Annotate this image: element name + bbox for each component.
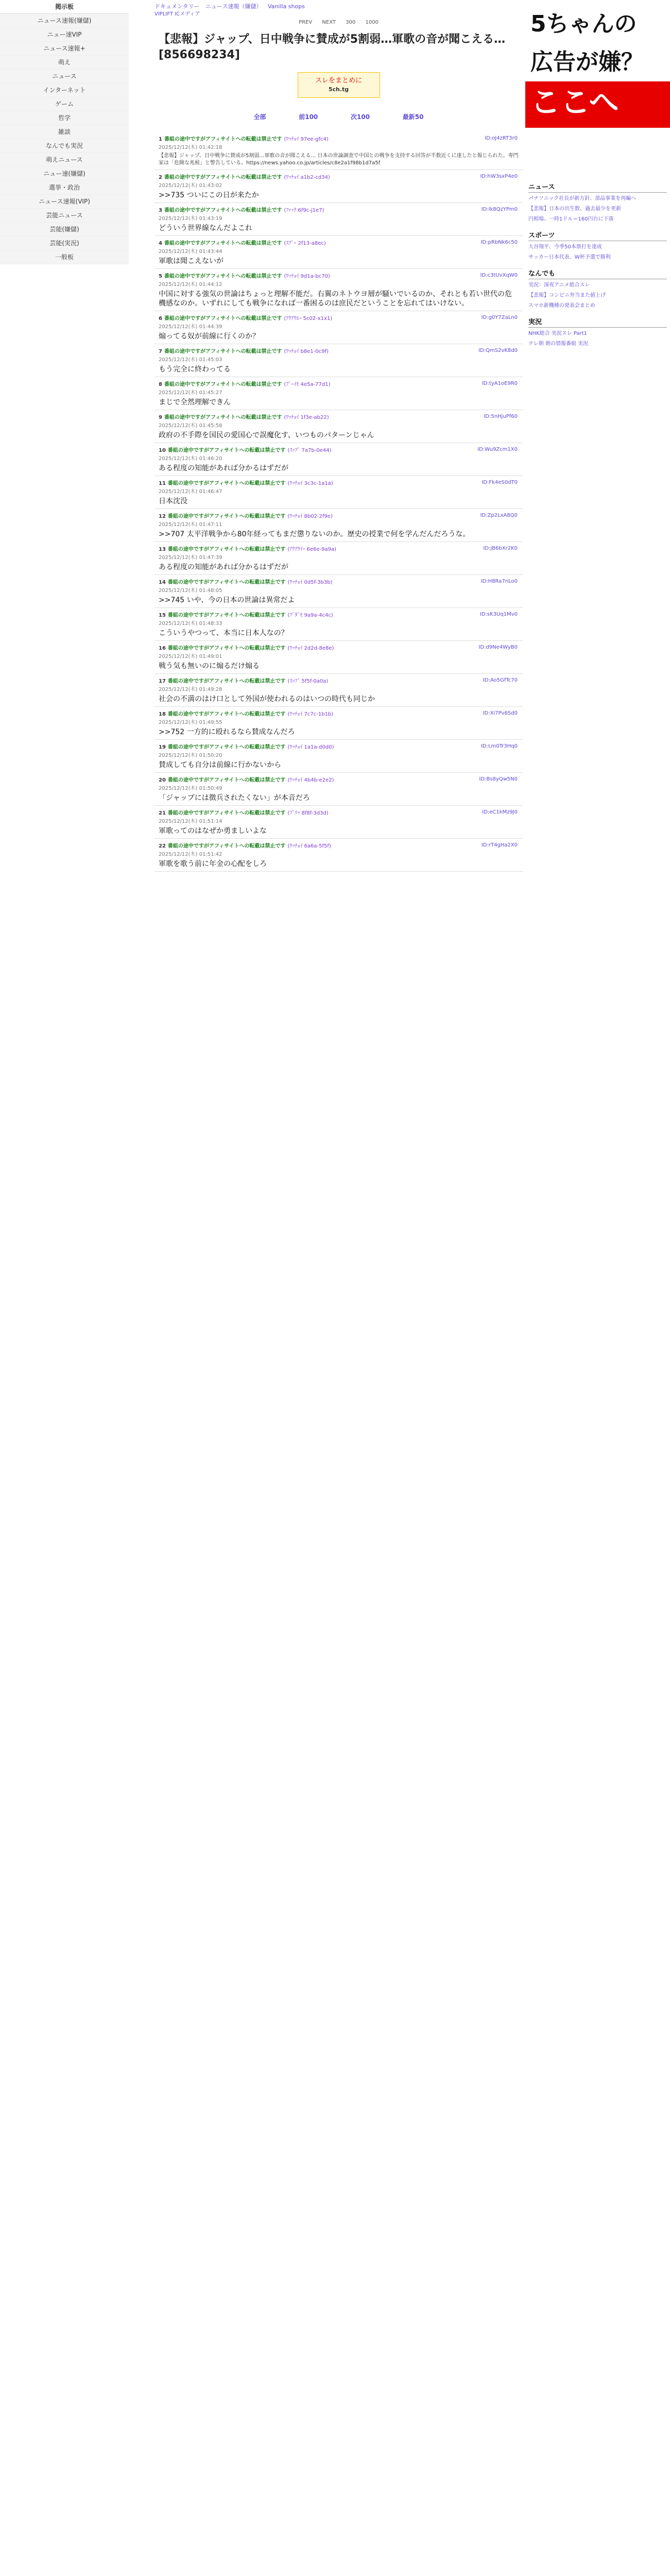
post-meta bbox=[480, 272, 518, 279]
post-date: 2025/12/12(木) 01:45:58 bbox=[159, 423, 222, 429]
sidebar-item[interactable]: 芸能ニュース bbox=[0, 209, 129, 223]
post-body: ある程度の知能があれば分かるはずだが bbox=[159, 563, 288, 571]
post-id[interactable]: ID:Ao5GfTc70 bbox=[483, 677, 518, 683]
post-header bbox=[159, 413, 519, 420]
thread-title: 【悲報】ジャップ、日中戦争に賛成が5割弱…軍歌の音が聞こえる…[856698234] bbox=[159, 33, 506, 61]
post-body: もう完全に終わってる bbox=[159, 365, 231, 374]
post-item bbox=[154, 476, 523, 509]
sidebar-item[interactable]: 哲学 bbox=[0, 111, 129, 125]
post-meta bbox=[478, 347, 518, 354]
post-date: 2025/12/12(木) 01:50:20 bbox=[159, 753, 222, 758]
post-item bbox=[154, 509, 523, 542]
right-section-heading: 実況 bbox=[528, 315, 667, 328]
sidebar-item[interactable]: 萌え bbox=[0, 56, 129, 70]
sidebar-item[interactable]: 芸能(実況) bbox=[0, 236, 129, 250]
sidebar-list bbox=[0, 14, 129, 264]
post-id[interactable]: ID:Bs8yQw5N0 bbox=[479, 776, 518, 782]
post-header bbox=[159, 578, 519, 585]
sidebar-item[interactable]: ニュース速報(VIP) bbox=[0, 195, 129, 209]
post-item bbox=[154, 707, 523, 740]
post-number[interactable]: 18 bbox=[159, 711, 166, 717]
post-number[interactable]: 7 bbox=[159, 349, 162, 354]
post-item bbox=[154, 608, 523, 641]
post-meta bbox=[484, 413, 518, 420]
post-item bbox=[154, 236, 523, 269]
right-section-link[interactable]: スマホ新機種の発表会まとめ bbox=[528, 303, 595, 309]
count-value: 300 bbox=[346, 20, 356, 25]
sidebar-item[interactable]: 選挙・政治 bbox=[0, 181, 129, 195]
post-body: 政府の不手際を国民の愛国心で誤魔化す、いつものパターンじゃん bbox=[159, 431, 374, 439]
post-body: >>735 ついにこの日が来たか bbox=[159, 191, 259, 199]
right-section-heading: スポーツ bbox=[528, 229, 667, 241]
post-date: 2025/12/12(木) 01:48:33 bbox=[159, 621, 222, 626]
post-uid[interactable]: (ﾜｯﾁｮｲ b8e1-0c9f) bbox=[284, 349, 329, 354]
post-item bbox=[154, 203, 523, 236]
right-section-link[interactable]: 【悲報】コンビニ弁当また値上げ bbox=[528, 293, 606, 298]
post-header bbox=[159, 643, 519, 651]
post-uid[interactable]: (ﾌﾞｰｲﾓ 4e5a-77d1) bbox=[284, 382, 331, 387]
post-body: 軍歌を歌う前に年金の心配をしろ bbox=[159, 860, 267, 868]
tab-latest50[interactable]: 最新50 bbox=[402, 113, 424, 121]
right-column bbox=[525, 0, 670, 2576]
post-author: 番組の途中ですがアフィサイトへの転載は禁止です bbox=[167, 646, 286, 651]
post-author: 番組の途中ですがアフィサイトへの転載は禁止です bbox=[164, 415, 282, 420]
post-number[interactable]: 2 bbox=[159, 175, 162, 180]
tab-prev100[interactable]: 前100 bbox=[299, 113, 318, 121]
post-id[interactable]: ID:5nHjuPf60 bbox=[484, 414, 518, 419]
post-id[interactable]: ID:Lm0Tr3Hq0 bbox=[480, 743, 518, 749]
thread-counter bbox=[154, 20, 523, 27]
post-author: 番組の途中ですがアフィサイトへの転載は禁止です bbox=[167, 514, 286, 519]
post-author: 番組の途中ですがアフィサイトへの転載は禁止です bbox=[164, 349, 282, 354]
post-number[interactable]: 16 bbox=[159, 646, 166, 651]
post-header bbox=[159, 173, 519, 180]
right-section-link[interactable]: テレ朝 朝の情報番組 実況 bbox=[528, 341, 589, 347]
post-date: 2025/12/12(木) 01:42:18 bbox=[159, 145, 222, 150]
post-id[interactable]: ID:Wu9Zcm1X0 bbox=[477, 447, 518, 452]
count-max: 1000 bbox=[365, 20, 379, 25]
post-meta bbox=[480, 239, 518, 246]
right-section-link[interactable]: NHK総合 実況スレ Part1 bbox=[528, 331, 588, 336]
post-author: 番組の途中ですがアフィサイトへの転載は禁止です bbox=[167, 481, 286, 486]
post-header bbox=[159, 206, 519, 213]
post-author: 番組の途中ですがアフィサイトへの転載は禁止です bbox=[164, 208, 282, 213]
post-header bbox=[159, 134, 519, 142]
post-date: 2025/12/12(木) 01:43:02 bbox=[159, 183, 222, 189]
post-author: 番組の途中ですがアフィサイトへの転載は禁止です bbox=[167, 613, 286, 618]
post-header bbox=[159, 611, 519, 618]
post-item bbox=[154, 674, 523, 707]
post-number[interactable]: 13 bbox=[159, 547, 166, 552]
post-body: 軍歌ってのはなぜか勇ましいよな bbox=[159, 827, 267, 835]
post-uid[interactable]: (ﾜｯﾁｮｲ 1a1a-d0d0) bbox=[287, 744, 334, 750]
post-author: 番組の途中ですがアフィサイトへの転載は禁止です bbox=[164, 175, 282, 180]
post-date: 2025/12/12(木) 01:51:14 bbox=[159, 819, 222, 824]
post-author: 番組の途中ですがアフィサイトへの転載は禁止です bbox=[167, 679, 286, 684]
post-header bbox=[159, 742, 519, 750]
post-id[interactable]: ID:Fk4eS0dT0 bbox=[482, 480, 518, 485]
right-section-link[interactable]: 円相場、一時1ドル＝160円台に下落 bbox=[528, 216, 614, 222]
post-body: 【悲報】ジャップ、日中戦争に賛成が5割弱…軍歌の音が聞こえる… 日本の世論調査で中国との戦争を支持する回答が半数近くに達したと報じられた。専門家は「危険な兆候」と警告している。https://news.yahoo.co.jp/articles/c8e2a1f98b1d7a5f bbox=[159, 153, 519, 166]
post-uid[interactable]: (ﾜｯﾁｮｲ a1b2-cd34) bbox=[284, 175, 330, 180]
sub-nav[interactable]: VIPLIFT ICメディア bbox=[154, 11, 200, 17]
post-uid[interactable]: (ﾜｯﾁｮｲ 2d2d-8e8e) bbox=[287, 646, 334, 651]
post-body: 「ジャップには徴兵されたくない」が本音だろ bbox=[159, 794, 310, 802]
post-body: 日本沈没 bbox=[159, 497, 187, 505]
post-id[interactable]: ID:g0Y7ZaLn0 bbox=[481, 315, 518, 320]
banner-line1: スレをまとめに bbox=[315, 77, 362, 84]
post-item bbox=[154, 740, 523, 773]
right-section-link[interactable]: パナソニック社長が新方針、部品事業を再編へ bbox=[528, 196, 637, 201]
post-number[interactable]: 10 bbox=[159, 448, 166, 453]
post-uid[interactable]: (ﾜｯﾁｮｲ 6a6a-5f5f) bbox=[287, 843, 331, 849]
post-item bbox=[154, 575, 523, 608]
post-item bbox=[154, 377, 523, 410]
post-meta bbox=[482, 206, 518, 213]
sidebar-item[interactable]: ニュー速(嫌儲) bbox=[0, 167, 129, 181]
right-section-link[interactable]: 実況：深夜アニメ総合スレ bbox=[528, 282, 590, 288]
sidebar-item[interactable]: 雑談 bbox=[0, 125, 129, 139]
post-date: 2025/12/12(木) 01:47:39 bbox=[159, 555, 222, 561]
right-section-heading: なんでも bbox=[528, 267, 667, 279]
ad-banner[interactable] bbox=[525, 0, 670, 175]
post-meta bbox=[480, 611, 518, 618]
sidebar-item[interactable]: ニュー速VIP bbox=[0, 28, 129, 42]
post-id[interactable]: ID:pRbNk6c50 bbox=[480, 240, 518, 245]
post-author: 番組の途中ですがアフィサイトへの転載は禁止です bbox=[167, 448, 286, 453]
post-author: 番組の途中ですがアフィサイトへの転載は禁止です bbox=[167, 547, 286, 552]
post-number[interactable]: 12 bbox=[159, 514, 166, 519]
post-id[interactable]: ID:Zp2LxA8Q0 bbox=[480, 513, 518, 518]
post-number[interactable]: 22 bbox=[159, 843, 166, 849]
post-number[interactable]: 11 bbox=[159, 481, 166, 486]
post-author: 番組の途中ですがアフィサイトへの転載は禁止です bbox=[167, 843, 286, 849]
post-author: 番組の途中ですがアフィサイトへの転載は禁止です bbox=[167, 580, 286, 585]
sidebar-item[interactable]: ニュース速報+ bbox=[0, 42, 129, 56]
top-nav-link[interactable]: ドキュメンタリー bbox=[154, 3, 200, 10]
post-date: 2025/12/12(木) 01:47:11 bbox=[159, 522, 222, 528]
post-author: 番組の途中ですがアフィサイトへの転載は禁止です bbox=[167, 810, 286, 816]
post-header bbox=[159, 380, 519, 387]
right-section-link[interactable]: サッカー日本代表、W杯予選で勝利 bbox=[528, 255, 611, 260]
post-date: 2025/12/12(木) 01:43:19 bbox=[159, 216, 222, 222]
post-item bbox=[154, 773, 523, 806]
post-uid[interactable]: (ﾌﾞﾀﾞﾓ 9a9a-4c4c) bbox=[287, 613, 333, 618]
post-id[interactable]: ID:rT4gHa2X0 bbox=[481, 842, 518, 848]
post-uid[interactable]: (ﾜｯﾁｮｲ 97ee-gfc4) bbox=[284, 137, 329, 142]
right-section-heading: ニュース bbox=[528, 180, 667, 193]
post-item bbox=[154, 132, 523, 170]
ad-line1: 5ちゃんの bbox=[530, 11, 637, 37]
post-author: 番組の途中ですがアフィサイトへの転載は禁止です bbox=[164, 382, 282, 387]
post-body: こういうやつって、本当に日本人なの？ bbox=[159, 629, 288, 637]
post-uid[interactable]: (ﾜｯﾁｮｲ 9d1a-bc70) bbox=[284, 274, 330, 279]
post-meta bbox=[482, 842, 518, 849]
post-meta bbox=[483, 677, 518, 684]
post-uid[interactable]: (ﾜｯﾁｮｲ 1f3e-ab22) bbox=[284, 415, 329, 420]
post-uid[interactable]: (ﾜｯﾁｮｲ 3c3c-1a1a) bbox=[287, 481, 333, 486]
post-body: 煽ってる奴が前線に行くのか？ bbox=[159, 332, 260, 341]
post-item bbox=[154, 311, 523, 344]
post-date: 2025/12/12(木) 01:45:27 bbox=[159, 390, 222, 396]
post-item bbox=[154, 839, 523, 872]
right-section-link[interactable]: 【悲報】日本の出生数、過去最少を更新 bbox=[528, 206, 621, 212]
post-item bbox=[154, 269, 523, 311]
post-number[interactable]: 6 bbox=[159, 316, 162, 321]
post-date: 2025/12/12(木) 01:44:12 bbox=[159, 282, 222, 287]
next-link[interactable]: NEXT bbox=[322, 20, 336, 25]
post-uid[interactable]: (ｽｯﾌﾟ 7a7b-0e44) bbox=[287, 448, 332, 453]
post-number[interactable]: 20 bbox=[159, 777, 166, 783]
post-uid[interactable]: (ｽﾌﾟｰ 2f13-a8ec) bbox=[284, 241, 326, 246]
post-meta bbox=[482, 479, 518, 486]
post-author: 番組の途中ですがアフィサイトへの転載は禁止です bbox=[164, 274, 282, 279]
sidebar-item[interactable]: 萌えニュース bbox=[0, 153, 129, 167]
post-number[interactable]: 21 bbox=[159, 810, 166, 816]
sidebar-item[interactable]: ゲーム bbox=[0, 97, 129, 111]
post-header bbox=[159, 808, 519, 816]
post-header bbox=[159, 545, 519, 552]
post-date: 2025/12/12(木) 01:49:55 bbox=[159, 720, 222, 725]
post-meta bbox=[477, 446, 518, 453]
right-section bbox=[525, 229, 670, 262]
post-id[interactable]: ID:sK3Uq1Mv0 bbox=[479, 612, 518, 617]
right-section-link[interactable]: 大谷翔平、今季50本塁打を達成 bbox=[528, 244, 602, 250]
post-meta bbox=[482, 809, 518, 816]
ad-line2: 広告が嫌？ bbox=[530, 49, 644, 75]
post-number[interactable]: 4 bbox=[159, 241, 162, 246]
post-header bbox=[159, 709, 519, 717]
post-meta bbox=[481, 578, 518, 585]
right-section bbox=[525, 315, 670, 348]
post-header bbox=[159, 446, 519, 453]
post-number[interactable]: 17 bbox=[159, 679, 166, 684]
post-header bbox=[159, 841, 519, 849]
top-nav-link[interactable]: ニュース速報（嫌儲） bbox=[205, 3, 262, 10]
post-uid[interactable]: (ﾌﾟﾘｯ 8f8f-3d3d) bbox=[287, 810, 329, 816]
post-list bbox=[154, 132, 523, 872]
post-number[interactable]: 19 bbox=[159, 744, 166, 750]
sidebar-item[interactable]: インターネット bbox=[0, 83, 129, 97]
tab-next100[interactable]: 次100 bbox=[351, 113, 370, 121]
post-date: 2025/12/12(木) 01:48:05 bbox=[159, 588, 222, 594]
post-header bbox=[159, 775, 519, 783]
post-uid[interactable]: (ﾜｯﾁｮｲ 7c7c-1b1b) bbox=[287, 711, 334, 717]
post-date: 2025/12/12(木) 01:50:49 bbox=[159, 786, 222, 791]
post-uid[interactable]: (ﾌｧｯｸ 6f9c-j1e7) bbox=[284, 208, 324, 213]
post-meta bbox=[481, 743, 518, 750]
post-id[interactable]: ID:oJ4zRT3r0 bbox=[485, 135, 518, 141]
post-date: 2025/12/12(木) 01:44:39 bbox=[159, 324, 222, 330]
post-number[interactable]: 9 bbox=[159, 415, 162, 420]
post-id[interactable]: ID:eC1kMz9J0 bbox=[482, 809, 518, 815]
post-body: 中国に対する強気の世論はちょっと理解不能だ。右翼のネトウヨ層が騒いでいるのか、それとも若い世代の危機感なのか。いずれにしても戦争になれば一番困るのは庶民だということを忘れてはいけない。 bbox=[159, 290, 512, 308]
post-item bbox=[154, 410, 523, 443]
post-number[interactable]: 5 bbox=[159, 274, 162, 279]
post-date: 2025/12/12(木) 01:46:20 bbox=[159, 456, 222, 462]
post-header bbox=[159, 479, 519, 486]
top-nav-link[interactable]: Vanilla shops bbox=[268, 3, 305, 10]
post-date: 2025/12/12(木) 01:51:42 bbox=[159, 852, 222, 857]
post-body: >>707 太平洋戦争から80年経ってもまだ懲りないのか。歴史の授業で何を学んだんだろうな。 bbox=[159, 530, 470, 538]
post-header bbox=[159, 347, 519, 354]
post-body: どういう世界線なんだよこれ bbox=[159, 224, 252, 232]
prev-link[interactable]: PREV bbox=[299, 20, 313, 25]
post-number[interactable]: 15 bbox=[159, 613, 166, 618]
sidebar-item[interactable]: ニュース速報(嫌儲) bbox=[0, 14, 129, 28]
post-number[interactable]: 14 bbox=[159, 580, 166, 585]
post-item bbox=[154, 806, 523, 839]
post-header bbox=[159, 512, 519, 519]
sidebar-heading: 掲示板 bbox=[0, 0, 129, 14]
post-meta bbox=[482, 314, 518, 321]
post-id[interactable]: ID:tyA1oE9R0 bbox=[482, 381, 518, 386]
post-date: 2025/12/12(木) 01:43:44 bbox=[159, 249, 222, 255]
post-body: まじで全然理解できん bbox=[159, 398, 231, 406]
post-uid[interactable]: (ｽｯﾌﾟ 5f5f-0a0a) bbox=[287, 679, 329, 684]
post-number[interactable]: 8 bbox=[159, 382, 162, 387]
post-date: 2025/12/12(木) 01:49:01 bbox=[159, 654, 222, 659]
post-id[interactable]: ID:hW3sxP4e0 bbox=[480, 174, 518, 179]
post-id[interactable]: ID:jB6bXr2K0 bbox=[483, 546, 518, 551]
right-section bbox=[525, 180, 670, 224]
post-id[interactable]: ID:H8Ra7nLo0 bbox=[480, 579, 518, 584]
post-uid[interactable]: (ﾜｯﾁｮｲ 0d5f-3b3b) bbox=[287, 580, 333, 585]
post-meta bbox=[485, 135, 518, 142]
post-header bbox=[159, 676, 519, 684]
post-id[interactable]: ID:c3tUvXqW0 bbox=[480, 273, 518, 278]
post-body: ある程度の知能があれば分かるはずだが bbox=[159, 464, 288, 472]
post-number[interactable]: 3 bbox=[159, 208, 162, 213]
post-item bbox=[154, 344, 523, 377]
sidebar-item[interactable]: 一般板 bbox=[0, 250, 129, 264]
post-id[interactable]: ID:lk8QzYPm0 bbox=[481, 207, 518, 212]
post-meta bbox=[483, 545, 518, 552]
sidebar-item[interactable]: ニュース bbox=[0, 70, 129, 83]
post-body: 戦う気も無いのに煽るだけ煽る bbox=[159, 662, 260, 670]
post-header bbox=[159, 272, 519, 279]
post-body: >>745 いや、今の日本の世論は異常だよ bbox=[159, 596, 295, 604]
post-author: 番組の途中ですがアフィサイトへの転載は禁止です bbox=[164, 316, 282, 321]
post-item bbox=[154, 443, 523, 476]
post-meta bbox=[482, 380, 518, 387]
post-uid[interactable]: (ｱｳｱｳｲｰ 6e6e-9a9a) bbox=[287, 547, 337, 552]
sidebar bbox=[0, 0, 129, 2576]
post-date: 2025/12/12(木) 01:46:47 bbox=[159, 489, 222, 495]
post-date: 2025/12/12(木) 01:49:28 bbox=[159, 687, 222, 692]
sidebar-item[interactable]: なんでも実況 bbox=[0, 139, 129, 153]
post-id[interactable]: ID:d9Ne4WyB0 bbox=[478, 645, 518, 650]
post-date: 2025/12/12(木) 01:45:03 bbox=[159, 357, 222, 363]
right-sections bbox=[525, 180, 670, 348]
post-author: 番組の途中ですがアフィサイトへの転載は禁止です bbox=[164, 137, 282, 142]
matome-banner[interactable] bbox=[298, 72, 380, 98]
post-uid[interactable]: (ｱｳｱｳｴｰ 5c02-x1x1) bbox=[284, 316, 333, 321]
post-author: 番組の途中ですがアフィサイトへの転載は禁止です bbox=[167, 711, 286, 717]
post-meta bbox=[479, 776, 518, 783]
post-body: 賛成しても自分は前線に行かないから bbox=[159, 761, 281, 769]
post-item bbox=[154, 170, 523, 203]
post-number[interactable]: 1 bbox=[159, 137, 162, 142]
post-author: 番組の途中ですがアフィサイトへの転載は禁止です bbox=[164, 241, 282, 246]
ad-line3: ここへ bbox=[525, 81, 670, 128]
post-meta bbox=[480, 173, 518, 180]
post-item bbox=[154, 542, 523, 575]
post-id[interactable]: ID:QmS2vK8d0 bbox=[478, 348, 518, 353]
post-item bbox=[154, 641, 523, 674]
post-id[interactable]: ID:Xi7Pv6Sd0 bbox=[483, 710, 518, 716]
post-header bbox=[159, 314, 519, 321]
paging-tabs bbox=[254, 112, 424, 123]
post-uid[interactable]: (ﾜｯﾁｮｲ 8b02-2f9e) bbox=[287, 514, 333, 519]
post-author: 番組の途中ですがアフィサイトへの転載は禁止です bbox=[167, 744, 286, 750]
post-meta bbox=[480, 512, 518, 519]
post-meta bbox=[478, 644, 518, 651]
tab-all[interactable]: 全部 bbox=[253, 113, 266, 121]
sidebar-item[interactable]: 芸能(嫌儲) bbox=[0, 223, 129, 236]
post-meta bbox=[483, 710, 518, 717]
post-body: >>752 一方的に殴れるなら賛成なんだろ bbox=[159, 728, 295, 736]
post-header bbox=[159, 239, 519, 246]
post-uid[interactable]: (ﾜｯﾁｮｲ 4b4b-e2e2) bbox=[287, 777, 334, 783]
post-body: 軍歌は聞こえないが bbox=[159, 257, 224, 265]
post-author: 番組の途中ですがアフィサイトへの転載は禁止です bbox=[167, 777, 286, 783]
thread-main bbox=[154, 0, 523, 2576]
post-body: 社会の不満のはけ口として外国が使われるのはいつの時代も同じか bbox=[159, 695, 375, 703]
top-nav bbox=[154, 0, 523, 9]
right-section bbox=[525, 267, 670, 310]
banner-line2: 5ch.tg bbox=[328, 86, 349, 93]
